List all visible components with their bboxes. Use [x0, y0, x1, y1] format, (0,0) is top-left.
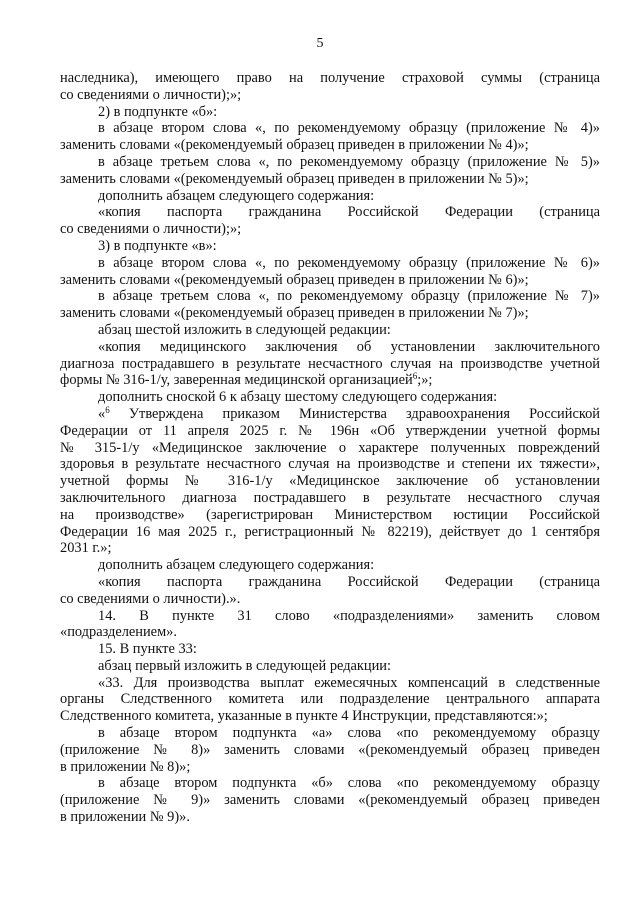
line-text: дополнить сноской 6 к абзацу шестому следующего содержания:: [98, 389, 498, 406]
text-line: [60, 456, 600, 473]
line-text: на производстве» (зарегистрирован Министерством юстиции Российской: [60, 506, 600, 523]
text-line: [60, 137, 600, 154]
line-text: в абзаце третьем слова «, по рекомендуемому образцу (приложение № 5)»: [98, 153, 600, 170]
line-text: Федерации от 11 апреля 2025 г. № 196н «Об утверждении учетной формы: [60, 422, 600, 439]
line-text: диагноза пострадавшего в результате несчастного случая на производстве учетной: [60, 355, 600, 372]
text-line: [60, 507, 600, 524]
text-line: [60, 154, 600, 171]
line-text: заключительного диагноза пострадавшего в результате несчастного случая: [60, 489, 600, 506]
footnote-marker: 6: [105, 404, 110, 415]
text-line: [60, 171, 600, 188]
line-text: в приложении № 8)»;: [60, 758, 191, 775]
line-text: «подразделением».: [60, 624, 177, 641]
line-text: здоровья в результате несчастного случая на производстве и степени их тяжести»,: [60, 456, 600, 473]
line-text: в абзаце втором слова «, по рекомендуемому образцу (приложение № 4)»: [98, 120, 600, 137]
line-text: 3) в подпункте «в»:: [98, 237, 217, 254]
line-text: «копия паспорта гражданина Российской Федерации (страница: [98, 573, 600, 590]
text-line: [60, 356, 600, 373]
text-line: [60, 742, 600, 759]
text-line: [60, 725, 600, 742]
line-text: № 315-1/у «Медицинское заключение о характере полученных повреждений: [60, 439, 600, 456]
line-text: в абзаце втором подпункта «а» слова «по рекомендуемому образцу: [98, 725, 600, 742]
line-text: 2031 г.»;: [60, 540, 112, 557]
text-line: [60, 372, 600, 389]
line-text: (приложение № 8)» заменить словами «(рекомендуемый образец приведен: [60, 741, 600, 758]
line-text: формы № 316-1/у, заверенная медицинской организацией: [60, 372, 413, 389]
text-line: [60, 238, 600, 255]
text-line: [60, 775, 600, 792]
footnote-marker: 6: [412, 371, 418, 382]
text-line: [60, 305, 600, 322]
line-text: в абзаце третьем слова «, по рекомендуемому образцу (приложение № 7)»: [98, 288, 600, 305]
page-number: 5: [316, 36, 324, 51]
text-line: [60, 272, 600, 289]
line-text: наследника), имеющего право на получение страховой суммы (страница: [60, 70, 600, 86]
text-line: [60, 641, 600, 658]
text-line: [60, 708, 600, 725]
line-text: заменить словами «(рекомендуемый образец приведен в приложении № 6)»;: [60, 271, 529, 288]
text-line: [60, 423, 600, 440]
text-line: [60, 658, 600, 675]
line-text-continued: ;»;: [417, 372, 433, 389]
line-text: 14. В пункте 31 слово «подразделениями» заменить словом: [98, 607, 600, 624]
line-text: учетной формы № 316-1/у «Медицинское заключение об установлении: [60, 473, 600, 490]
text-line: [60, 524, 600, 541]
line-text: в абзаце втором подпункта «б» слова «по рекомендуемому образцу: [98, 775, 600, 792]
line-text: дополнить абзацем следующего содержания:: [98, 187, 375, 204]
line-text: абзац шестой изложить в следующей редакции:: [98, 321, 391, 338]
text-line: [60, 120, 600, 137]
line-text: в приложении № 9)».: [60, 809, 190, 826]
line-text: «копия паспорта гражданина Российской Федерации (страница: [98, 204, 600, 221]
text-line: [60, 255, 600, 272]
line-text: (приложение № 9)» заменить словами «(рекомендуемый образец приведен: [60, 792, 600, 809]
text-line: [60, 473, 600, 490]
line-text: заменить словами «(рекомендуемый образец приведен в приложении № 7)»;: [60, 305, 529, 322]
text-line: [60, 574, 600, 591]
text-line: [60, 624, 600, 641]
line-text: «33. Для производства выплат ежемесячных компенсаций в следственные: [98, 674, 600, 691]
text-line: [60, 792, 600, 809]
text-line: [60, 188, 600, 205]
line-text: со сведениями о личности);»;: [60, 86, 242, 103]
line-text: в абзаце втором слова «, по рекомендуемому образцу (приложение № 6)»: [98, 254, 600, 271]
document-body: [60, 70, 600, 826]
text-line: [60, 104, 600, 121]
text-line: [60, 608, 600, 625]
line-text: «копия медицинского заключения об установлении заключительного: [98, 338, 600, 355]
line-text: абзац первый изложить в следующей редакции:: [98, 657, 392, 674]
text-line: [60, 70, 600, 87]
text-line: [60, 440, 600, 457]
text-line: [60, 87, 600, 104]
line-text: заменить словами «(рекомендуемый образец приведен в приложении № 4)»;: [60, 137, 529, 154]
line-text: заменить словами «(рекомендуемый образец приведен в приложении № 5)»;: [60, 170, 529, 187]
text-line: [60, 339, 600, 356]
line-text: со сведениями о личности);»;: [60, 221, 242, 238]
text-line: [60, 691, 600, 708]
text-line: [60, 675, 600, 692]
line-text-continued: Утверждена приказом Министерства здравоохранения Российской: [109, 405, 600, 422]
text-line: [60, 540, 600, 557]
text-line: [60, 759, 600, 776]
text-line: [60, 322, 600, 339]
text-line: [60, 406, 600, 423]
text-line: [60, 389, 600, 406]
line-text: Следственного комитета, указанные в пункте 4 Инструкции, представляются:»;: [60, 708, 548, 725]
line-text: со сведениями о личности).».: [60, 590, 241, 607]
line-text: Федерации 16 мая 2025 г., регистрационный № 82219), действует до 1 сентября: [60, 523, 600, 540]
text-line: [60, 221, 600, 238]
line-text: «: [98, 405, 106, 422]
line-text: 2) в подпункте «б»:: [98, 103, 218, 120]
text-line: [60, 288, 600, 305]
text-line: [60, 490, 600, 507]
text-line: [60, 591, 600, 608]
line-text: 15. В пункте 33:: [98, 641, 197, 658]
text-line: [60, 204, 600, 221]
line-text: органы Следственного комитета или подразделение центрального аппарата: [60, 691, 600, 708]
text-line: [60, 809, 600, 826]
line-text: дополнить абзацем следующего содержания:: [98, 557, 375, 574]
text-line: [60, 557, 600, 574]
